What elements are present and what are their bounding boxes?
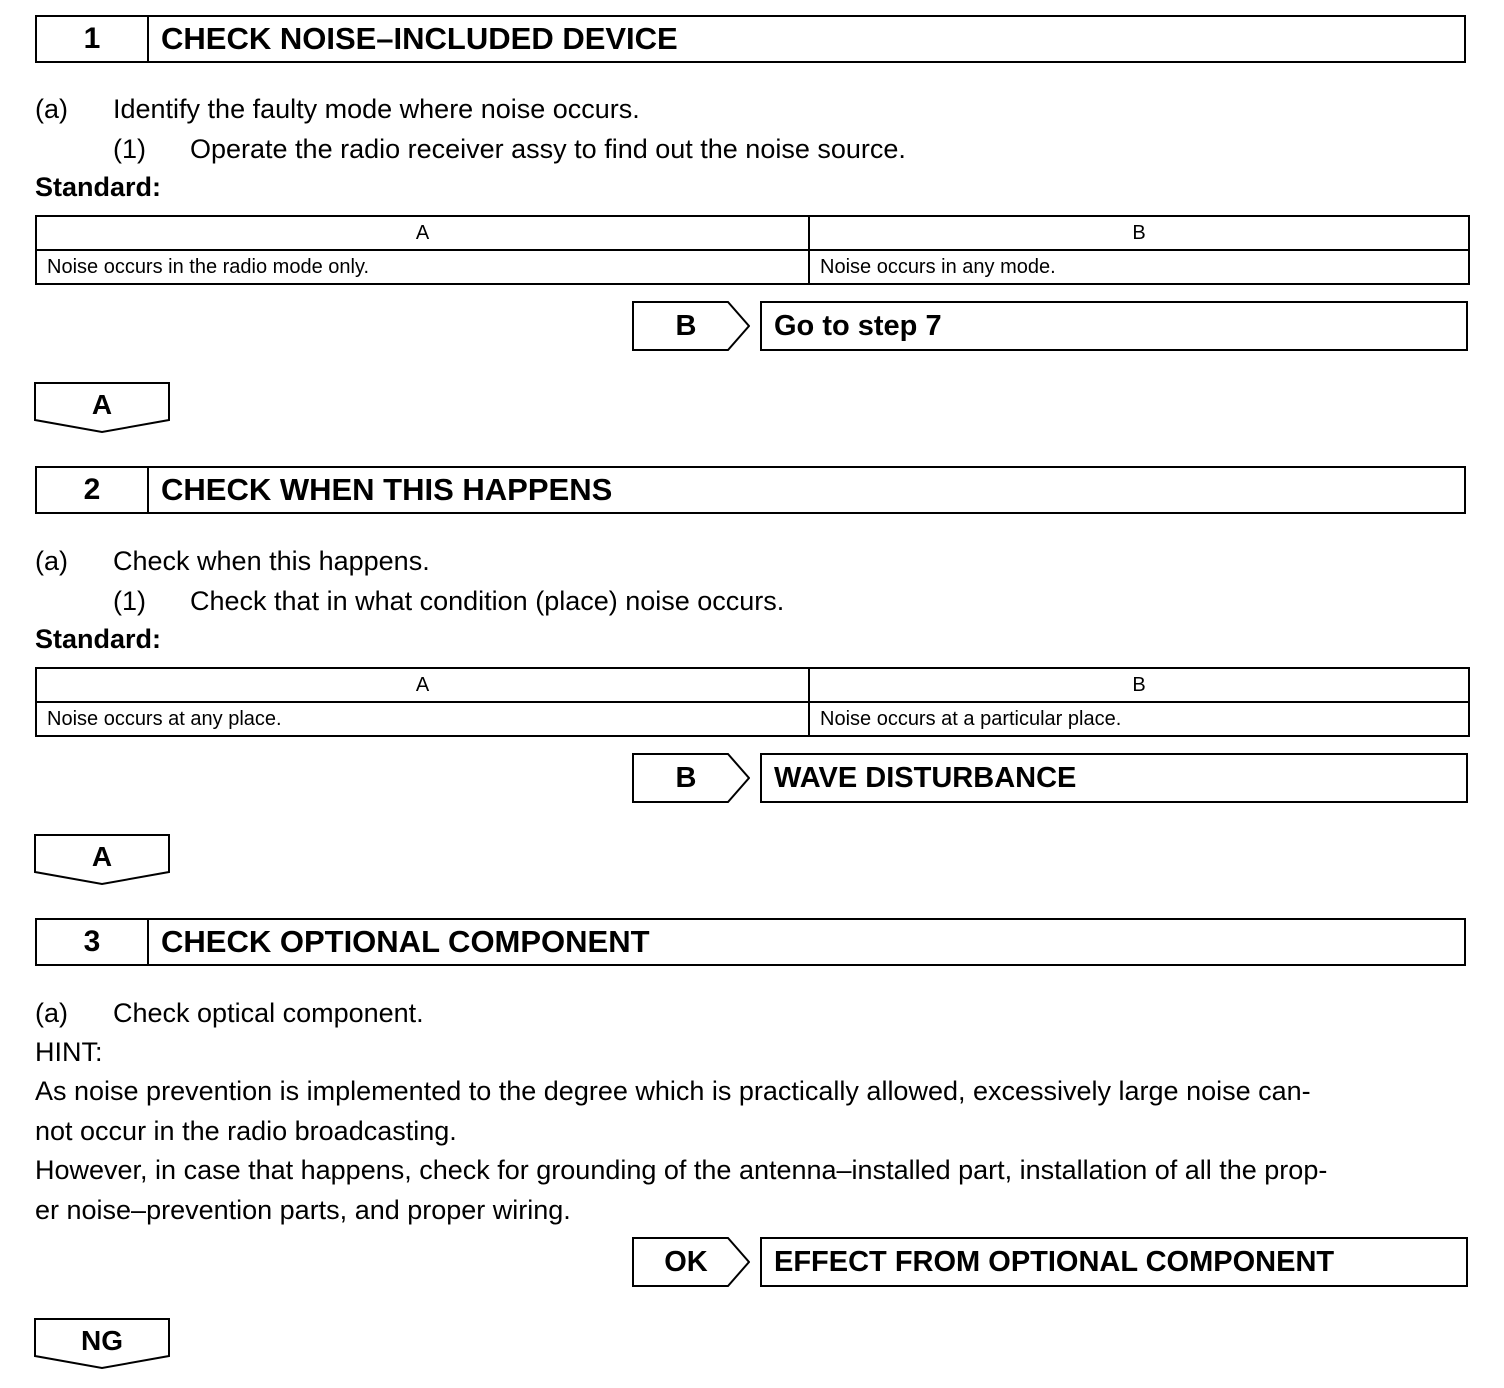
- step-1-item-1-label: (1): [113, 134, 146, 164]
- step-2-branch-label: B: [675, 762, 697, 794]
- step-2-item-a-label: (a): [35, 546, 68, 576]
- step-2-table-header-b: B: [809, 668, 1469, 702]
- step-1-branch-tag: [632, 301, 750, 351]
- step-1-standard-label: Standard:: [35, 172, 162, 202]
- step-2-standard-label: Standard:: [35, 624, 162, 654]
- step-3-hint-line-3: However, in case that happens, check for grounding of the antenna–installed part, installation of all the prop-: [35, 1155, 1328, 1185]
- step-1-next-label: A: [91, 389, 113, 420]
- step-2-next-label: A: [91, 841, 113, 872]
- step-2-branch-result: WAVE DISTURBANCE: [760, 753, 1468, 803]
- step-3-branch-tag: [632, 1237, 750, 1287]
- step-2-item-a-text: Check when this happens.: [113, 546, 430, 576]
- step-2-standard-table: [35, 667, 1470, 737]
- step-1-next-tag: [34, 382, 172, 434]
- step-3-title: CHECK OPTIONAL COMPONENT: [161, 924, 650, 959]
- step-1-item-a-label: (a): [35, 94, 68, 124]
- step-2-header: [35, 466, 1466, 514]
- step-3-header: [35, 918, 1466, 966]
- step-1-item-a-text: Identify the faulty mode where noise occurs.: [113, 94, 640, 124]
- step-3-next-tag: [34, 1318, 172, 1370]
- step-1-table-cell-a: Noise occurs in the radio mode only.: [36, 250, 809, 284]
- step-3-branch-label: OK: [664, 1246, 708, 1278]
- step-1-standard-table: [35, 215, 1470, 285]
- step-2-table-cell-b: Noise occurs at a particular place.: [809, 702, 1469, 736]
- step-3-item-a-text: Check optical component.: [113, 998, 424, 1028]
- step-3-branch-result: EFFECT FROM OPTIONAL COMPONENT: [760, 1237, 1468, 1287]
- step-2-branch-tag: [632, 753, 750, 803]
- step-1-branch-result: Go to step 7: [760, 301, 1468, 351]
- step-3-number: 3: [37, 920, 149, 964]
- step-2-number: 2: [37, 468, 149, 512]
- step-2-table-header-a: A: [36, 668, 809, 702]
- step-3-hint-line-1: As noise prevention is implemented to the degree which is practically allowed, excessively large noise can-: [35, 1076, 1311, 1106]
- step-3-hint-line-2: not occur in the radio broadcasting.: [35, 1116, 457, 1146]
- step-3-hint-line-4: er noise–prevention parts, and proper wiring.: [35, 1195, 571, 1225]
- step-2-item-1-label: (1): [113, 586, 146, 616]
- step-3-item-a-label: (a): [35, 998, 68, 1028]
- step-1-header: [35, 15, 1466, 63]
- step-1-number: 1: [37, 17, 149, 61]
- step-2-table-cell-a: Noise occurs at any place.: [36, 702, 809, 736]
- step-1-table-header-b: B: [809, 216, 1469, 250]
- step-3-hint-label: HINT:: [35, 1037, 103, 1067]
- step-1-item-1-text: Operate the radio receiver assy to find out the noise source.: [190, 134, 906, 164]
- step-1-table-cell-b: Noise occurs in any mode.: [809, 250, 1469, 284]
- step-2-item-1-text: Check that in what condition (place) noise occurs.: [190, 586, 785, 616]
- step-3-next-label: NG: [81, 1325, 123, 1356]
- step-1-branch-label: B: [675, 310, 697, 342]
- step-1-table-header-a: A: [36, 216, 809, 250]
- step-2-title: CHECK WHEN THIS HAPPENS: [161, 472, 613, 507]
- step-1-title: CHECK NOISE–INCLUDED DEVICE: [161, 21, 678, 56]
- step-2-next-tag: [34, 834, 172, 886]
